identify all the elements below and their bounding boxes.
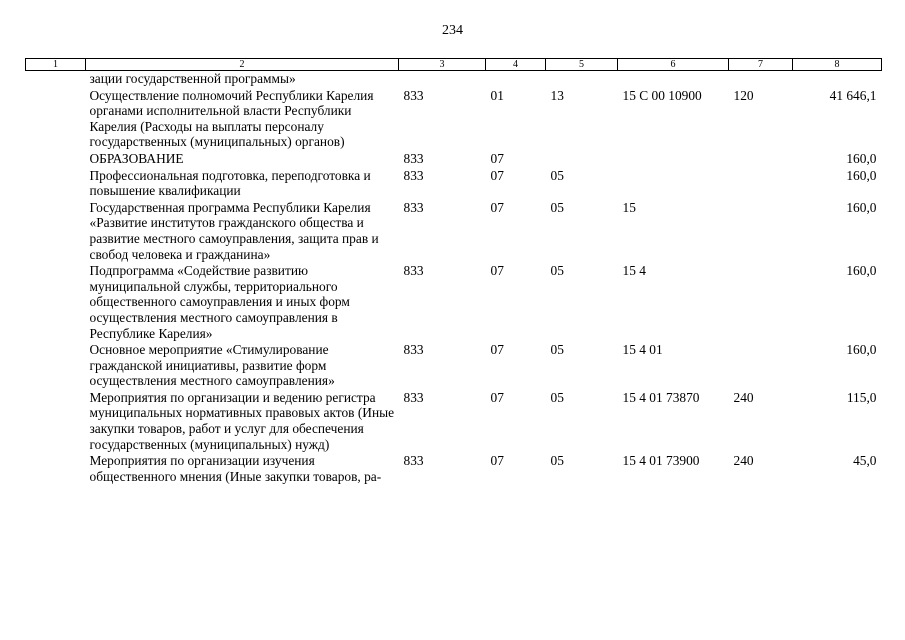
row-admin-code: 833 [403,263,424,279]
row-section-code: 07 [490,167,504,183]
row-number-cell [26,151,86,168]
row-expense-type [729,200,793,263]
row-section-code: 07 [490,150,504,166]
row-target-code [618,151,729,168]
row-amount: 41 646,1 [829,87,877,103]
row-section-code: 07 [490,199,504,215]
row-subsection-code: 05 [550,263,564,279]
column-header: 8 [793,59,882,71]
row-number-cell [26,71,86,88]
row-target-code [618,71,729,88]
row-subsection-code: 05 [550,389,564,405]
table-row [26,168,882,200]
row-section-code: 07 [490,389,504,405]
table-row [26,151,882,168]
row-expense-type [729,168,793,200]
row-section-code [486,71,546,88]
row-number-cell [26,168,86,200]
row-section-code: 01 [490,87,504,103]
row-name: зации государственной программы» [89,71,296,86]
table-row [26,200,882,263]
row-name: Государственная программа Республики Карелия «Развитие институтов гражданского общества и развитие местного самоуправления, защита прав и свобод человека и гражданина» [89,199,379,262]
row-number-cell [26,453,86,485]
row-number-cell [26,342,86,390]
row-amount: 45,0 [853,453,877,469]
row-target-code: 15 4 01 73870 [622,389,700,405]
row-number-cell [26,88,86,151]
row-number-cell [26,390,86,453]
row-name: Подпрограмма «Содействие развитию муниципальной службы, территориального общественного самоуправления и иных форм осуществления местного самоуправления в Республике Карелия» [89,263,350,341]
row-subsection-code: 05 [550,342,564,358]
row-admin-code: 833 [403,342,424,358]
row-expense-type [729,263,793,342]
row-amount: 160,0 [846,342,877,358]
row-amount: 115,0 [846,389,877,405]
row-target-code: 15 4 01 73900 [622,453,700,469]
row-admin-code [399,71,486,88]
row-section-code: 07 [490,342,504,358]
row-admin-code: 833 [403,389,424,405]
row-admin-code: 833 [403,87,424,103]
row-number-cell [26,200,86,263]
table-row [26,453,882,485]
column-header: 5 [546,59,618,71]
row-section-code: 07 [490,263,504,279]
table-row [26,71,882,88]
row-expense-type [729,342,793,390]
row-amount: 160,0 [846,199,877,215]
row-target-code: 15 С 00 10900 [622,87,702,103]
row-admin-code: 833 [403,199,424,215]
row-amount: 160,0 [846,263,877,279]
row-subsection-code: 05 [550,453,564,469]
column-header: 4 [486,59,546,71]
table-body [26,71,882,486]
row-admin-code: 833 [403,167,424,183]
row-target-code: 15 4 01 [622,342,663,358]
table-row [26,263,882,342]
row-amount: 160,0 [846,150,877,166]
row-name: Основное мероприятие «Стимулирование гражданской инициативы, развитие форм осуществления местного самоуправления» [89,342,335,389]
row-subsection-code: 05 [550,199,564,215]
column-header: 2 [86,59,399,71]
row-target-code [618,168,729,200]
row-name: Осуществление полномочий Республики Карелия органами исполнительной власти Республики Карелия (Расходы на выплаты персоналу государственных (муниципальных) органов) [89,87,374,150]
row-target-code: 15 4 [622,263,646,279]
table-row [26,342,882,390]
row-admin-code: 833 [403,453,424,469]
row-subsection-code: 13 [550,87,564,103]
row-expense-type: 240 [733,453,754,469]
column-header: 3 [399,59,486,71]
table-row [26,88,882,151]
row-subsection-code [546,71,618,88]
row-section-code: 07 [490,453,504,469]
budget-table [25,58,882,485]
row-name: ОБРАЗОВАНИЕ [89,150,184,166]
row-expense-type: 120 [733,87,754,103]
column-number-header [26,59,882,71]
table-row [26,390,882,453]
row-admin-code: 833 [403,150,424,166]
row-expense-type [729,71,793,88]
column-header: 6 [618,59,729,71]
page-number: 234 [442,23,463,38]
row-number-cell [26,263,86,342]
row-amount [793,71,882,88]
column-header: 7 [729,59,793,71]
row-expense-type: 240 [733,389,754,405]
row-subsection-code: 05 [550,167,564,183]
row-amount: 160,0 [846,167,877,183]
row-name: Мероприятия по организации изучения общественного мнения (Иные закупки товаров, ра- [89,453,382,484]
column-header: 1 [26,59,86,71]
row-target-code: 15 [622,199,636,215]
row-name: Профессиональная подготовка, переподготовка и повышение квалификации [89,167,371,199]
row-expense-type [729,151,793,168]
row-name: Мероприятия по организации и ведению регистра муниципальных нормативных правовых актов (Иные закупки товаров, работ и услуг для обеспечения государственных (муниципальных) нужд) [89,389,395,452]
row-subsection-code [546,151,618,168]
